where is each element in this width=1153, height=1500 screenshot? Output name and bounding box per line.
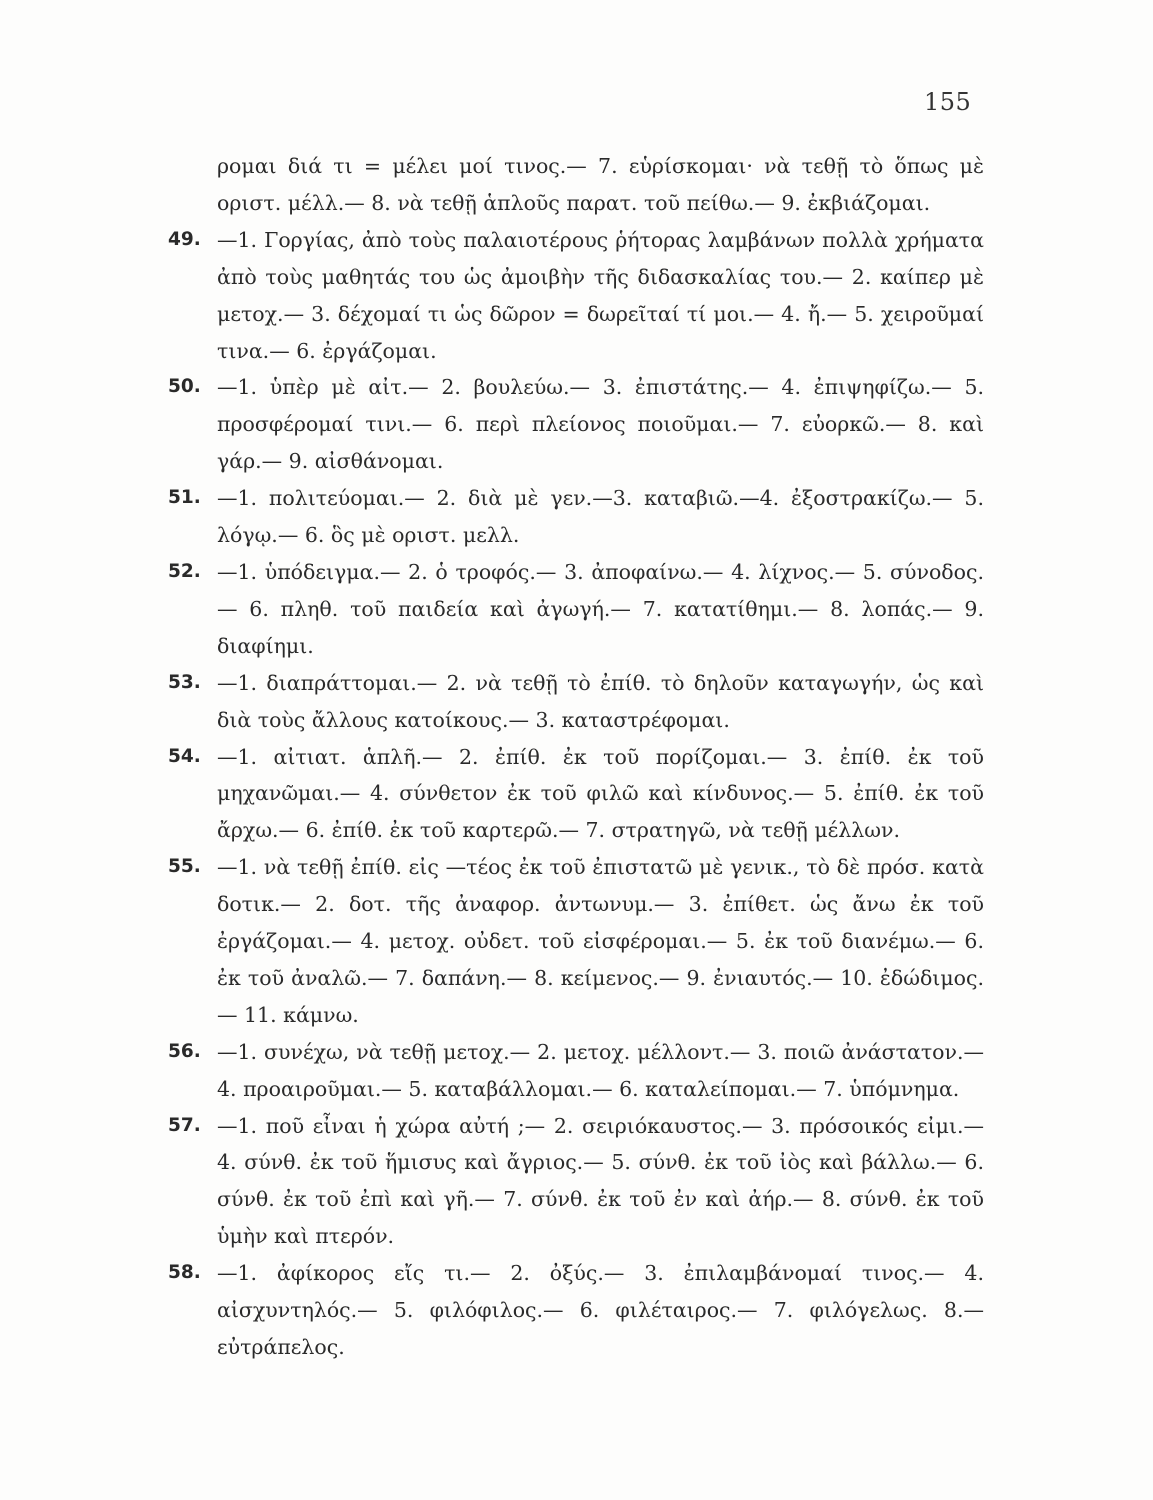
entry-number: 50. bbox=[168, 376, 201, 398]
entry-text: —1. συνέχω, νὰ τεθῇ μετοχ.— 2. μετοχ. μέλλοντ.— 3. ποιῶ ἀνάστατον.— 4. προαιροῦμαι.— 5. καταβάλλομαι.— 6. καταλείπομαι.— 7. ὑπόμνημα. bbox=[217, 1039, 984, 1101]
entry-52 bbox=[164, 554, 984, 665]
entry-number: 56. bbox=[168, 1040, 201, 1062]
entry-51 bbox=[164, 480, 984, 554]
entry-50 bbox=[164, 369, 984, 480]
continuation-paragraph bbox=[164, 148, 984, 222]
entry-number: 49. bbox=[168, 228, 201, 250]
entry-text: —1. διαπράττομαι.— 2. νὰ τεθῇ τὸ ἐπίθ. τὸ δηλοῦν καταγωγήν, ὡς καὶ διὰ τοὺς ἄλλους κατοίκους.— 3. καταστρέφομαι. bbox=[217, 670, 984, 732]
entry-number: 54. bbox=[168, 745, 201, 767]
entry-49 bbox=[164, 222, 984, 370]
page-number: 155 bbox=[924, 88, 972, 116]
entry-text: —1. ὑπὲρ μὲ αἰτ.— 2. βουλεύω.— 3. ἐπιστάτης.— 4. ἐπιψηφίζω.— 5. προσφέρομαί τινι.— 6. περὶ πλείονος ποιοῦμαι.— 7. εὐορκῶ.— 8. καὶ γάρ.— 9. αἰσθάνομαι. bbox=[217, 375, 984, 474]
entry-number: 57. bbox=[168, 1114, 201, 1136]
entry-text: —1. Γοργίας, ἀπὸ τοὺς παλαιοτέρους ῥήτορας λαμβάνων πολλὰ χρήματα ἀπὸ τοὺς μαθητάς του ὡς ἀμοιβὴν τῆς διδασκαλίας του.— 2. καίπερ μὲ μετοχ.— 3. δέχομαί τι ὡς δῶρον = δωρεῖταί τί μοι.— 4. ἤ.— 5. χειροῦμαί τινα.— 6. ἐργάζομαι. bbox=[217, 227, 984, 363]
entry-number: 51. bbox=[168, 487, 201, 509]
answer-entries bbox=[164, 148, 984, 1366]
entry-57 bbox=[164, 1108, 984, 1256]
entry-text: —1. αἰτιατ. ἁπλῆ.— 2. ἐπίθ. ἐκ τοῦ πορίζομαι.— 3. ἐπίθ. ἐκ τοῦ μηχανῶμαι.— 4. σύνθετον ἐκ τοῦ φιλῶ καὶ κίνδυνος.— 5. ἐπίθ. ἐκ τοῦ ἄρχω.— 6. ἐπίθ. ἐκ τοῦ καρτερῶ.— 7. στρατηγῶ, νὰ τεθῇ μέλλων. bbox=[217, 744, 984, 843]
entry-text: —1. πολιτεύομαι.— 2. διὰ μὲ γεν.—3. καταβιῶ.—4. ἐξοστρακίζω.— 5. λόγῳ.— 6. ὃς μὲ οριστ. μελλ. bbox=[217, 486, 984, 548]
entry-53 bbox=[164, 665, 984, 739]
entry-text: —1. ὑπόδειγμα.— 2. ὁ τροφός.— 3. ἀποφαίνω.— 4. λίχνος.— 5. σύνοδος.— 6. πληθ. τοῦ παιδεία καὶ ἀγωγή.— 7. κατατίθημι.— 8. λοπάς.— 9. διαφίημι. bbox=[217, 559, 984, 658]
entry-56 bbox=[164, 1034, 984, 1108]
entry-number: 52. bbox=[168, 560, 201, 582]
entry-number: 55. bbox=[168, 856, 201, 878]
entry-number: 58. bbox=[168, 1262, 201, 1284]
entry-text: —1. νὰ τεθῇ ἐπίθ. εἰς —τέος ἐκ τοῦ ἐπιστατῶ μὲ γενικ., τὸ δὲ πρόσ. κατὰ δοτικ.— 2. δοτ. τῆς ἀναφορ. ἀντωνυμ.— 3. ἐπίθετ. ὡς ἄνω ἐκ τοῦ ἐργάζομαι.— 4. μετοχ. οὐδετ. τοῦ εἰσφέρομαι.— 5. ἐκ τοῦ διανέμω.— 6. ἐκ τοῦ ἀναλῶ.— 7. δαπάνη.— 8. κείμενος.— 9. ἐνιαυτός.— 10. ἐδώδιμος.— 11. κάμνω. bbox=[217, 855, 984, 1027]
entry-58 bbox=[164, 1255, 984, 1366]
entry-text: —1. ἀφίκορος εἴς τι.— 2. ὀξύς.— 3. ἐπιλαμβάνομαί τινος.— 4. αἰσχυντηλός.— 5. φιλόφιλος.— 6. φιλέταιρος.— 7. φιλόγελως. 8.— εὐτράπελος. bbox=[217, 1261, 984, 1359]
entry-number: 53. bbox=[168, 671, 201, 693]
continuation-text: ρομαι διά τι = μέλει μοί τινος.— 7. εὑρίσκομαι· νὰ τεθῇ τὸ ὅπως μὲ οριστ. μέλλ.— 8. νὰ τεθῇ ἁπλοῦς παρατ. τοῦ πείθω.— 9. ἐκβιάζομαι. bbox=[217, 154, 984, 215]
entry-54 bbox=[164, 739, 984, 850]
entry-text: —1. ποῦ εἶναι ἡ χώρα αὐτή ;— 2. σειριόκαυστος.— 3. πρόσοικός εἰμι.— 4. σύνθ. ἐκ τοῦ ἥμισυς καὶ ἄγριος.— 5. σύνθ. ἐκ τοῦ ἰὸς καὶ βάλλω.— 6. σύνθ. ἐκ τοῦ ἐπὶ καὶ γῆ.— 7. σύνθ. ἐκ τοῦ ἐν καὶ ἀήρ.— 8. σύνθ. ἐκ τοῦ ὑμὴν καὶ πτερόν. bbox=[217, 1113, 984, 1249]
entry-55 bbox=[164, 849, 984, 1034]
